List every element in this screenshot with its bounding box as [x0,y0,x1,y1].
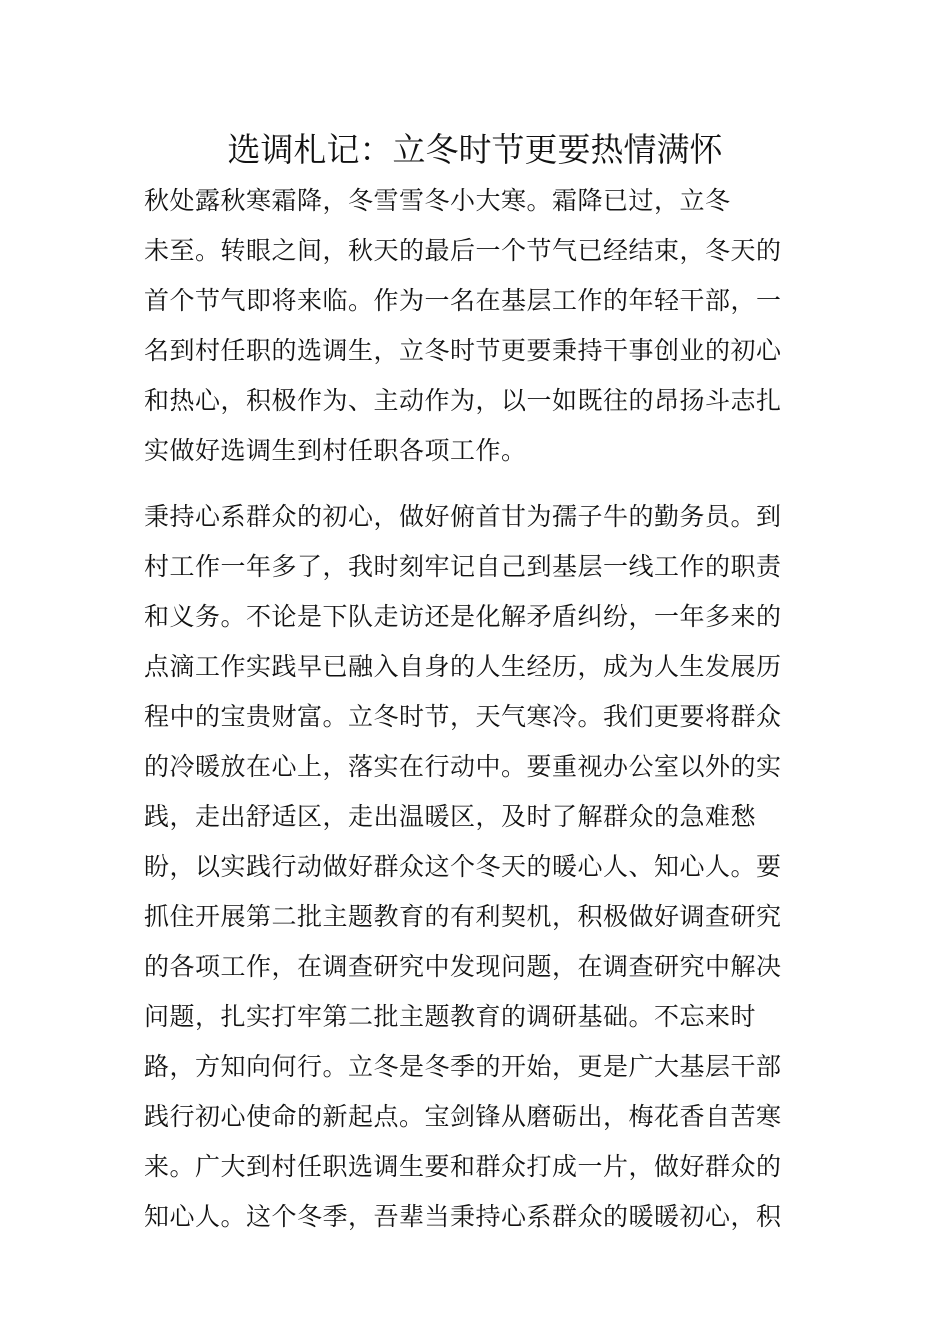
text-line: 盼，以实践行动做好群众这个冬天的暖心人、知心人。要 [144,852,782,881]
text-line: 名到村任职的选调生，立冬时节更要秉持干事创业的初心 [144,336,782,365]
text-line: 实做好选调生到村任职各项工作。 [144,436,527,465]
document-body [144,176,812,1242]
text-line: 知心人。这个冬季，吾辈当秉持心系群众的暖暖初心，积 [144,1202,782,1231]
text-line: 的冷暖放在心上，落实在行动中。要重视办公室以外的实 [144,752,782,781]
text-line: 践行初心使命的新起点。宝剑锋从磨砺出，梅花香自苦寒 [144,1102,782,1131]
text-line: 来。广大到村任职选调生要和群众打成一片，做好群众的 [144,1152,782,1181]
text-line: 践，走出舒适区，走出温暖区，及时了解群众的急难愁 [144,802,757,831]
paragraph-1 [144,176,812,476]
paragraph-spacing [144,476,812,492]
text-line: 和义务。不论是下队走访还是化解矛盾纠纷，一年多来的 [144,602,782,631]
text-line: 未至。转眼之间，秋天的最后一个节气已经结束，冬天的 [144,236,782,265]
document-title: 选调札记：立冬时节更要热情满怀 [227,130,723,169]
text-line: 村工作一年多了，我时刻牢记自己到基层一线工作的职责 [144,552,782,581]
text-line: 的各项工作，在调查研究中发现问题，在调查研究中解决 [144,952,782,981]
text-line: 首个节气即将来临。作为一名在基层工作的年轻干部，一 [144,286,782,315]
text-line: 问题，扎实打牢第二批主题教育的调研基础。不忘来时 [144,1002,757,1031]
text-line: 秋处露秋寒霜降，冬雪雪冬小大寒。霜降已过，立冬 [144,186,731,215]
text-line: 秉持心系群众的初心，做好俯首甘为孺子牛的勤务员。到 [144,502,782,531]
text-line: 程中的宝贵财富。立冬时节，天气寒冷。我们更要将群众 [144,702,782,731]
text-line: 和热心，积极作为、主动作为，以一如既往的昂扬斗志扎 [144,386,782,415]
text-line: 路，方知向何行。立冬是冬季的开始，更是广大基层干部 [144,1052,782,1081]
text-line: 点滴工作实践早已融入自身的人生经历，成为人生发展历 [144,652,782,681]
paragraph-2 [144,492,812,1242]
text-line: 抓住开展第二批主题教育的有利契机，积极做好调查研究 [144,902,782,931]
